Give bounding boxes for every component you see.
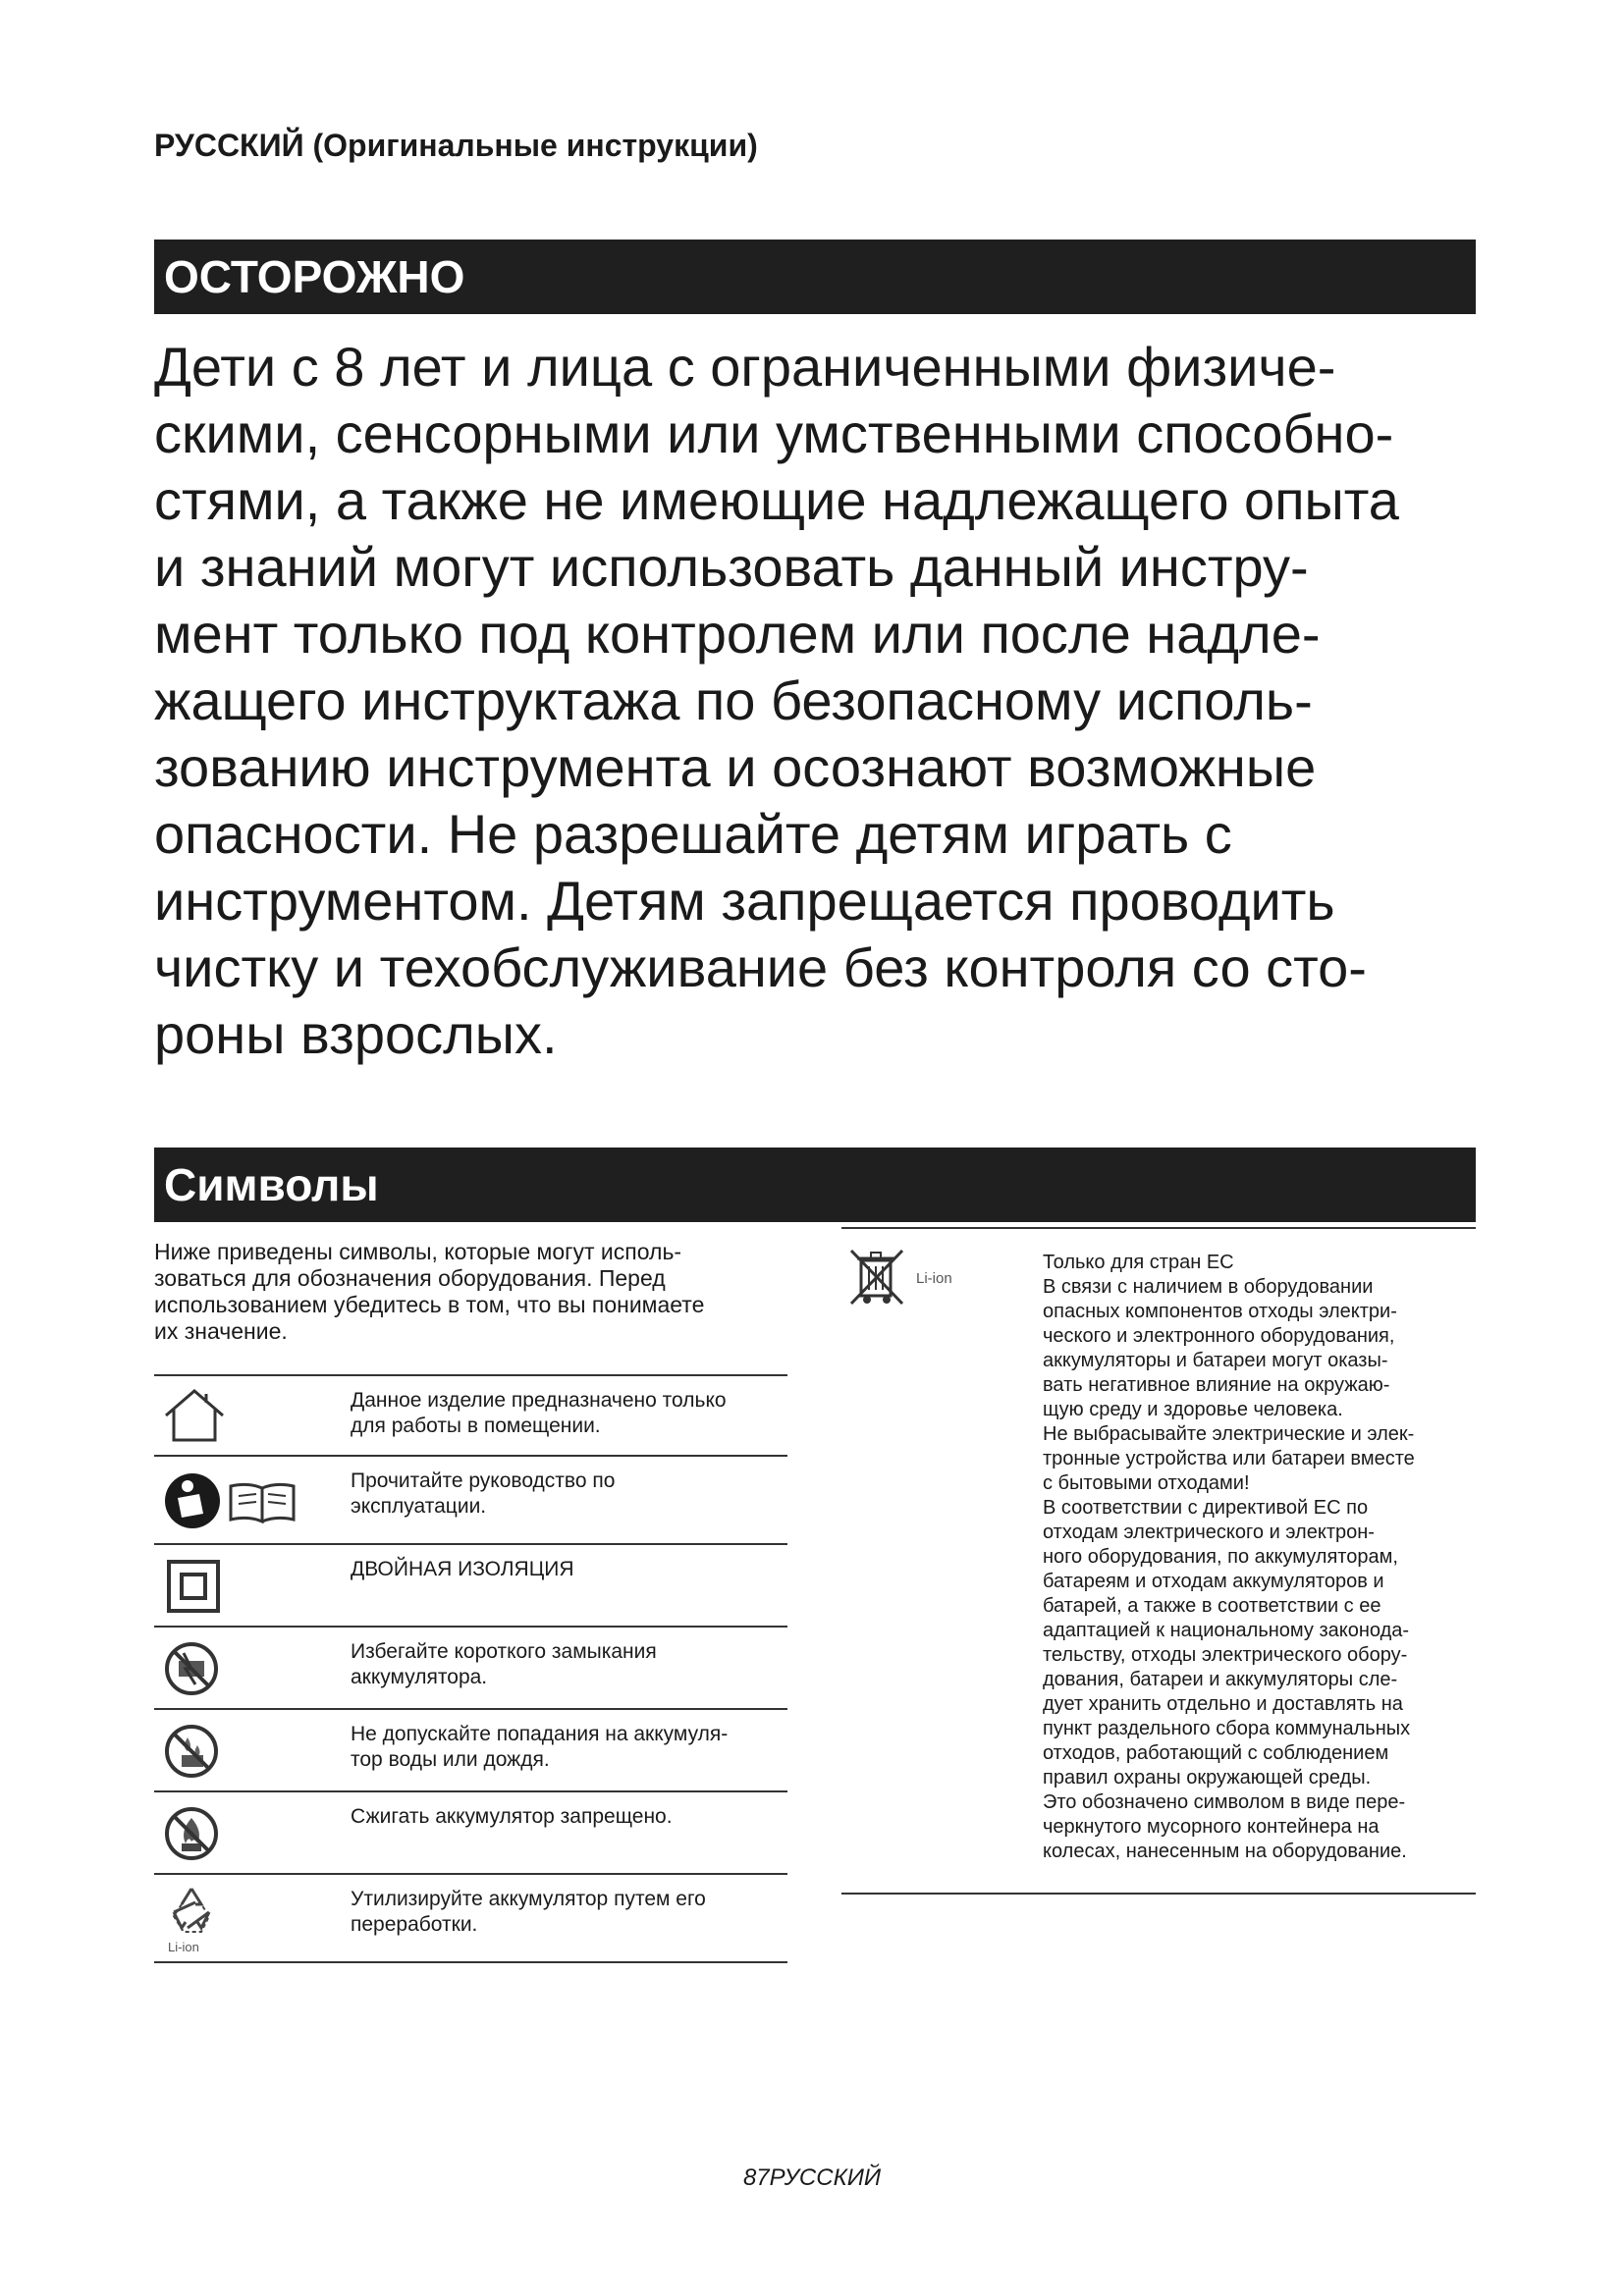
warning-line: Дети с 8 лет и лица с ограниченными физиче- <box>154 336 1336 398</box>
eu-line: пункт раздельного сбора коммунальных <box>1043 1718 1411 1739</box>
symbol-desc-line: тор воды или дождя. <box>351 1748 550 1771</box>
eu-line: аккумуляторы и батареи могут оказы- <box>1043 1350 1388 1371</box>
symbols-table <box>154 1374 787 1963</box>
house-icon <box>160 1386 229 1445</box>
symbol-row <box>154 1457 787 1545</box>
warning-line: роны взрослых. <box>154 1003 558 1065</box>
eu-disposal-text <box>1043 1251 1475 1864</box>
warning-line: инструментом. Детям запрещается проводить <box>154 870 1335 932</box>
eu-line: батарей, а также в соответствии с ее <box>1043 1595 1381 1617</box>
symbol-desc-line: для работы в помещении. <box>351 1415 601 1437</box>
eu-line: правил охраны окружающей среды. <box>1043 1767 1372 1789</box>
bin-li-ion-label: Li-ion <box>916 1270 952 1287</box>
recycle-icon <box>162 1883 221 1938</box>
eu-line: батареям и отходам аккумуляторов и <box>1043 1571 1384 1592</box>
eu-line: В соответствии с директивой ЕС по <box>1043 1497 1369 1519</box>
eu-line: тронные устройства или батареи вместе <box>1043 1448 1415 1469</box>
eu-line: Это обозначено символом в виде пере- <box>1043 1791 1406 1813</box>
symbol-desc-line: Прочитайте руководство по <box>351 1469 616 1492</box>
symbol-desc-line: аккумулятора. <box>351 1666 488 1688</box>
symbol-row <box>154 1710 787 1792</box>
symbols-intro <box>154 1239 792 1345</box>
symbol-desc-line: Данное изделие предназначено только <box>351 1389 727 1412</box>
no-fire-icon <box>162 1804 221 1863</box>
intro-line: зоваться для обозначения оборудования. Перед <box>154 1265 666 1291</box>
symbol-desc-line: Избегайте короткого замыкания <box>351 1640 657 1663</box>
eu-line: с бытовыми отходами! <box>1043 1472 1250 1494</box>
eu-line: ческого и электронного оборудования, <box>1043 1325 1395 1347</box>
eu-line: отходам электрического и электрон- <box>1043 1522 1375 1543</box>
warning-body <box>154 334 1499 1068</box>
eu-line: ного оборудования, по аккумуляторам, <box>1043 1546 1398 1568</box>
symbol-desc-line: Утилизируйте аккумулятор путем его <box>351 1888 706 1910</box>
warning-heading: ОСТОРОЖНО <box>154 240 1476 314</box>
eu-disposal-block <box>841 1227 1476 1895</box>
eu-line: В связи с наличием в оборудовании <box>1043 1276 1374 1298</box>
warning-line: чистку и техобслуживание без контроля со сто- <box>154 936 1367 998</box>
symbol-desc-line: эксплуатации. <box>351 1495 487 1518</box>
eu-line: опасных компонентов отходы электри- <box>1043 1301 1397 1322</box>
symbol-row <box>154 1875 787 1963</box>
read-manual-icon <box>160 1467 307 1535</box>
warning-line: стями, а также не имеющие надлежащего опыта <box>154 469 1399 531</box>
intro-line: использованием убедитесь в том, что вы понимаете <box>154 1292 705 1317</box>
page-footer: 87РУССКИЙ <box>742 2164 882 2191</box>
warning-line: скими, сенсорными или умственными способно- <box>154 402 1394 464</box>
page-header: РУССКИЙ (Оригинальные инструкции) <box>154 128 758 163</box>
symbol-desc-line: Не допускайте попадания на аккумуля- <box>351 1723 729 1745</box>
warning-line: зованию инструмента и осознают возможные <box>154 736 1317 798</box>
double-insulation-icon <box>164 1557 223 1616</box>
eu-line: вать негативное влияние на окружаю- <box>1043 1374 1390 1396</box>
intro-line: Ниже приведены символы, которые могут исполь- <box>154 1239 682 1264</box>
eu-line: адаптацией к национальному законода- <box>1043 1620 1410 1641</box>
warning-line: мент только под контролем или после надле- <box>154 603 1321 665</box>
eu-line: черкнутого мусорного контейнера на <box>1043 1816 1380 1838</box>
eu-line: дования, батареи и аккумуляторы сле- <box>1043 1669 1398 1690</box>
eu-line: Только для стран ЕС <box>1043 1252 1234 1273</box>
symbol-row <box>154 1545 787 1628</box>
eu-line: колесах, нанесенным на оборудование. <box>1043 1841 1407 1862</box>
eu-line: щую среду и здоровье человека. <box>1043 1399 1343 1420</box>
symbol-row <box>154 1792 787 1875</box>
no-water-icon <box>162 1722 221 1781</box>
symbols-heading: Символы <box>154 1148 1476 1222</box>
symbol-desc-line: переработки. <box>351 1913 478 1936</box>
warning-line: жащего инструктажа по безопасному исполь- <box>154 669 1313 731</box>
symbol-desc-line: Сжигать аккумулятор запрещено. <box>351 1805 673 1828</box>
warning-line: и знаний могут использовать данный инстру- <box>154 536 1309 598</box>
recycle-li-ion-label: Li-ion <box>168 1940 199 1954</box>
symbol-row <box>154 1376 787 1457</box>
symbol-desc-line: ДВОЙНАЯ ИЗОЛЯЦИЯ <box>351 1558 574 1580</box>
symbol-row <box>154 1628 787 1710</box>
intro-line: их значение. <box>154 1318 288 1344</box>
crossed-bin-icon <box>847 1247 906 1308</box>
eu-line: дует хранить отдельно и доставлять на <box>1043 1693 1403 1715</box>
eu-line: отходов, работающий с соблюдением <box>1043 1742 1389 1764</box>
eu-line: тельству, отходы электрического обору- <box>1043 1644 1408 1666</box>
warning-line: опасности. Не разрешайте детям играть с <box>154 803 1232 865</box>
eu-line: Не выбрасывайте электрические и элек- <box>1043 1423 1415 1445</box>
no-short-circuit-icon <box>162 1639 221 1698</box>
